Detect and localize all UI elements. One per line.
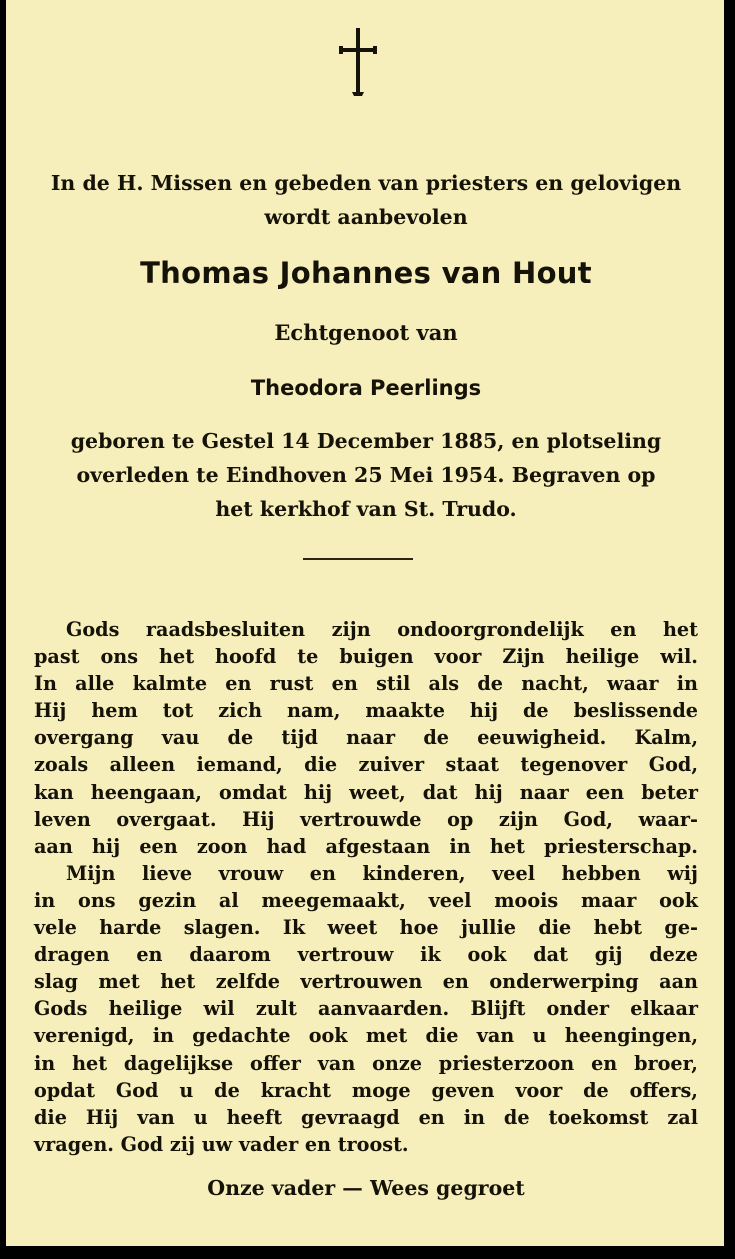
divider-line <box>303 558 413 560</box>
body-line: zoals alleen iemand, die zuiver staat tegenover God, <box>34 753 698 777</box>
body-line: Hij hem tot zich nam, maakte hij de beslissende <box>34 699 698 723</box>
intro-text <box>26 166 706 234</box>
deceased-name: Thomas Johannes van Hout <box>140 256 592 290</box>
body-line: dragen en daarom vertrouw ik ook dat gij deze <box>34 943 698 967</box>
body-line: in het dagelijkse offer van onze priesterzoon en broer, <box>34 1051 698 1075</box>
body-line: kan heengaan, omdat hij weet, dat hij naar een beter <box>34 780 698 804</box>
date-line: overleden te Eindhoven 25 Mei 1954. Begraven op <box>76 463 656 487</box>
body-line: opdat God u de kracht moge geven voor de offers, <box>34 1078 698 1102</box>
body-line: verenigd, in gedachte ook met die van u heengingen, <box>34 1024 698 1048</box>
closing-prayers: Onze vader — Wees gegroet <box>207 1176 525 1200</box>
body-line: Gods heilige wil zult aanvaarden. Blijft onder elkaar <box>34 997 698 1021</box>
body-line: vragen. God zij uw vader en troost. <box>34 1132 409 1156</box>
cross-icon <box>337 26 379 98</box>
body-text <box>34 616 698 1158</box>
body-line: In alle kalmte en rust en stil als de nacht, waar in <box>34 672 698 696</box>
date-line: geboren te Gestel 14 December 1885, en plotseling <box>70 429 662 453</box>
memorial-card-content <box>6 0 724 1246</box>
date-line: het kerkhof van St. Trudo. <box>215 497 517 521</box>
spouse-name: Theodora Peerlings <box>250 376 482 400</box>
body-line: aan hij een zoon had afgestaan in het priesterschap. <box>34 834 698 858</box>
intro-line: wordt aanbevolen <box>264 205 468 229</box>
body-line: in ons gezin al meegemaakt, veel moois maar ook <box>34 888 698 912</box>
body-line: slag met het zelfde vertrouwen en onderwerping aan <box>34 970 698 994</box>
body-line: vele harde slagen. Ik weet hoe jullie die hebt ge- <box>34 916 698 940</box>
intro-line: In de H. Missen en gebeden van priesters en gelovigen <box>50 171 682 195</box>
spouse-label: Echtgenoot van <box>274 320 458 345</box>
dates-text <box>26 424 706 526</box>
body-line: Gods raadsbesluiten zijn ondoorgrondelijk en het <box>66 618 698 641</box>
memorial-card <box>6 0 724 1246</box>
body-line: past ons het hoofd te buigen voor Zijn heilige wil. <box>34 645 698 669</box>
body-line: overgang vau de tijd naar de eeuwigheid. Kalm, <box>34 726 698 750</box>
body-line: leven overgaat. Hij vertrouwde op zijn God, waar- <box>34 807 698 831</box>
body-line: Mijn lieve vrouw en kinderen, veel hebben wij <box>66 861 698 885</box>
body-line: die Hij van u heeft gevraagd en in de toekomst zal <box>34 1105 698 1129</box>
